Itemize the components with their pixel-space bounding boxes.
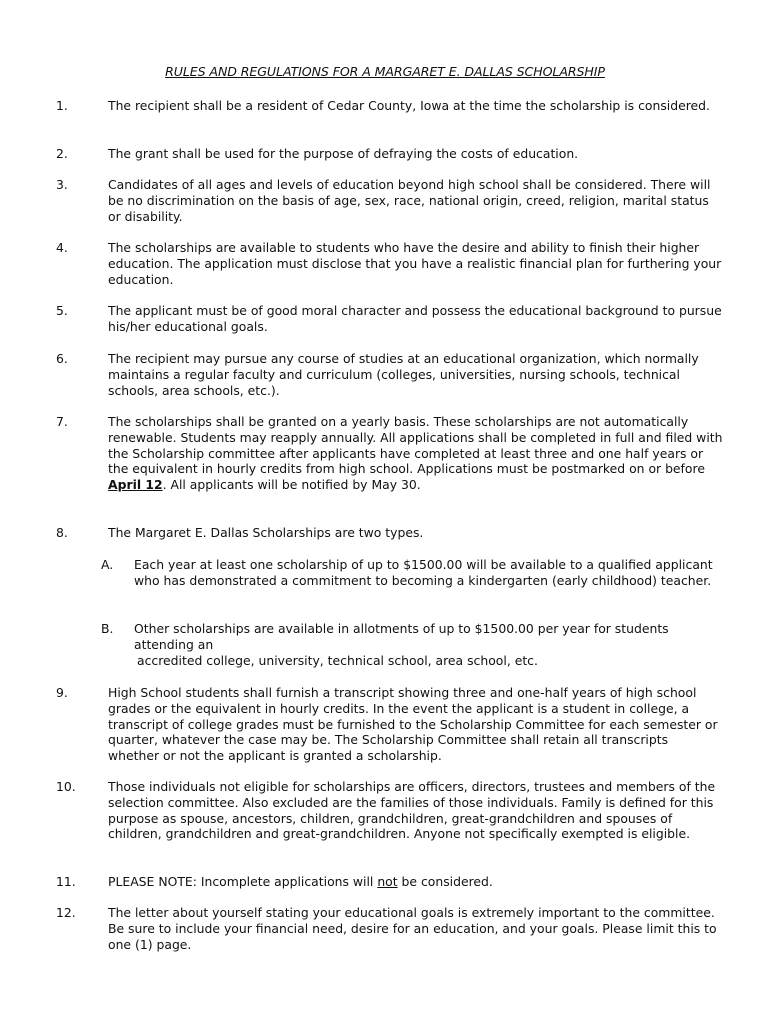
rule-text: Those individuals not eligible for scholarships are officers, directors, trustees and members of the selection committee. Also excluded are the families of those individuals. Family is defined for this purpose as spouse, ancestors, children, grandchildren, great-grandchildren and spouses of children, grandchildren and great-grandchildren. Anyone not specifically exempted is eligible.: [108, 779, 716, 842]
rule-text: The scholarships are available to students who have the desire and ability to finish their higher education. The application must disclose that you have a realistic financial plan for furthering your education.: [108, 240, 722, 287]
deadline-date: April 12: [108, 477, 163, 493]
rule-number: 4.: [56, 240, 68, 255]
sub-item-text-line: Other scholarships are available in allotments of up to $1500.00 per year for students attending an: [134, 621, 669, 652]
rule-text-part: PLEASE NOTE: Incomplete applications will: [108, 874, 378, 889]
rule-text: The applicant must be of good moral character and possess the educational background to pursue his/her educational goals.: [108, 303, 722, 334]
rule-number: 8.: [56, 525, 68, 540]
rule-number: 2.: [56, 146, 68, 161]
rule-number: 10.: [56, 779, 76, 794]
document-title: RULES AND REGULATIONS FOR A MARGARET E. DALLAS SCHOLARSHIP: [165, 64, 605, 79]
rule-number: 7.: [56, 414, 68, 429]
sub-item-label: B.: [101, 621, 114, 636]
rule-text-part: . All applicants will be notified by May 30.: [162, 477, 421, 493]
rule-text: The recipient shall be a resident of Cedar County, Iowa at the time the scholarship is considered.: [108, 98, 710, 113]
sub-item-text: [134, 621, 724, 668]
rule-text-part: The scholarships shall be granted on a yearly basis. These scholarships are not automatically renewable. Students may reapply annually. All applications shall be completed in full and filed with the Scholarship committee after applicants have completed at least three and one half years or the equivalent in hourly credits from high school. Applications must be postmarked on or before: [108, 414, 723, 477]
rule-number: 12.: [56, 905, 76, 920]
rule-number: 11.: [56, 874, 76, 889]
rule-number: 9.: [56, 685, 68, 700]
sub-item-label: A.: [101, 557, 114, 572]
rule-number: 6.: [56, 351, 68, 366]
rule-text: The grant shall be used for the purpose of defraying the costs of education.: [108, 146, 579, 161]
rule-number: 5.: [56, 303, 68, 318]
rule-number: 1.: [56, 98, 68, 113]
sub-item-text: Each year at least one scholarship of up to $1500.00 will be available to a qualified applicant who has demonstrated a commitment to becoming a kindergarten (early childhood) teacher.: [134, 557, 713, 588]
rule-text: The Margaret E. Dallas Scholarships are two types.: [108, 525, 424, 540]
rule-text: Candidates of all ages and levels of education beyond high school shall be considered. There will be no discrimination on the basis of age, sex, race, national origin, creed, religion, marital status or disability.: [108, 177, 711, 224]
rule-number: 3.: [56, 177, 68, 192]
rule-text: [108, 874, 723, 890]
rule-text: The recipient may pursue any course of studies at an educational organization, which normally maintains a regular faculty and curriculum (colleges, universities, nursing schools, technical schools, area schools, etc.).: [108, 351, 699, 398]
sub-item-text-line: accredited college, university, technical school, area school, etc.: [137, 652, 538, 668]
rule-text: [108, 414, 723, 493]
rule-text: High School students shall furnish a transcript showing three and one-half years of high school grades or the equivalent in hourly credits. In the event the applicant is a student in college, a transcript of college grades must be furnished to the Scholarship Committee for each semester or quarter, whatever the case may be. The Scholarship Committee shall retain all transcripts whether or not the applicant is granted a scholarship.: [108, 685, 718, 764]
rule-text-part: be considered.: [397, 874, 493, 889]
rule-text: The letter about yourself stating your educational goals is extremely important to the committee. Be sure to include your financial need, desire for an education, and your goals. Please limit this to one (1) page.: [108, 905, 717, 952]
emphasis-not: not: [377, 874, 398, 889]
